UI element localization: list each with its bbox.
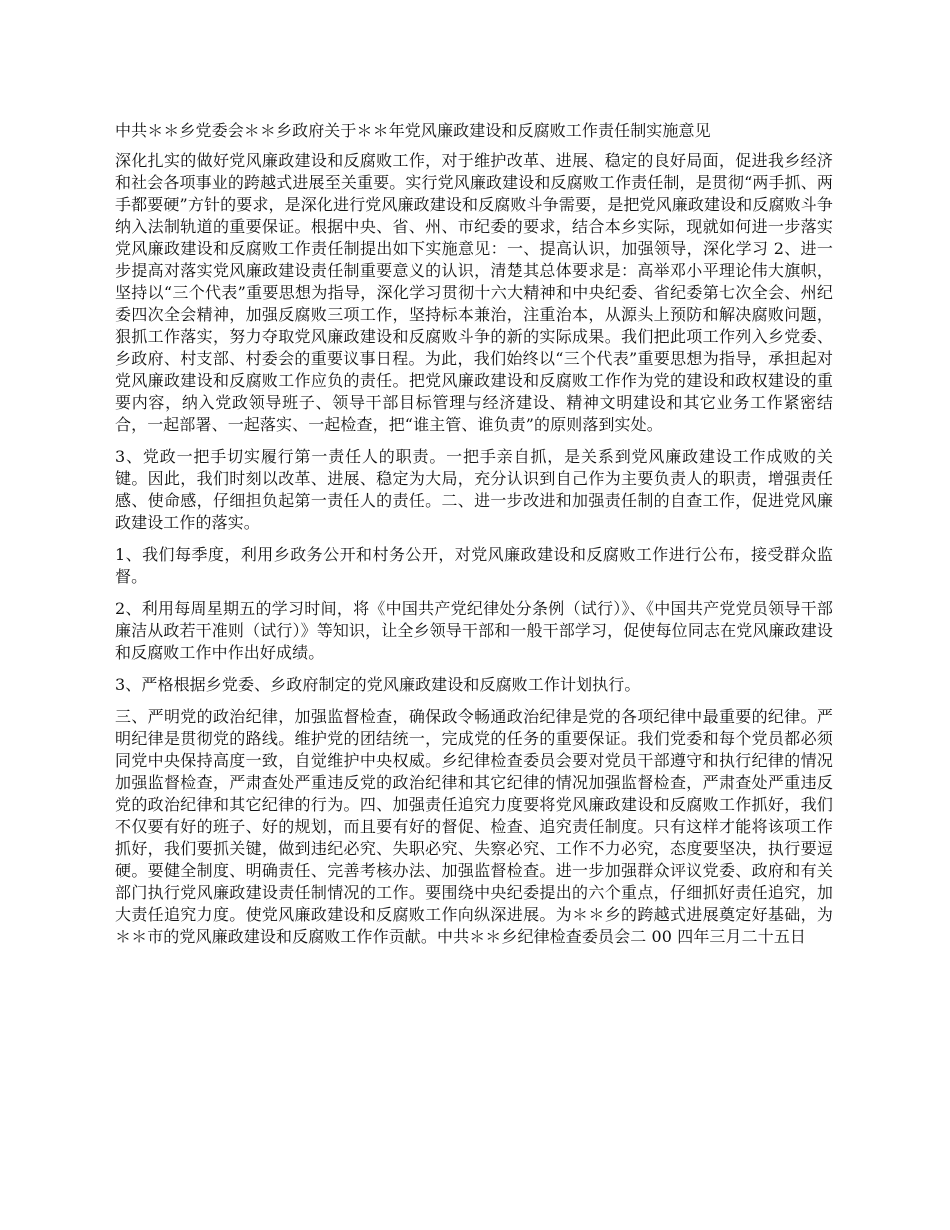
paragraph-plan-execution: 3、严格根据乡党委、乡政府制定的党风廉政建设和反腐败工作计划执行。 (115, 675, 641, 694)
paragraph-quarterly-disclosure: 1、我们每季度，利用乡政务公开和村务公开，对党风廉政建设和反腐败工作进行公布，接受群众监督。 (115, 545, 833, 586)
document-page (115, 120, 833, 958)
paragraph-discipline-accountability: 三、严明党的政治纪律，加强监督检查，确保政令畅通政治纪律是党的各项纪律中最重要的纪律。严明纪律是贯彻党的路线。维护党的团结统一，完成党的任务的重要保证。我们党委和每个党员都必须同党中央保持高度一致，自觉维护中央权威。乡纪律检查委员会要对党员干部遵守和执行纪律的情况加强监督检查，严肃查处严重违反党的政治纪律和其它纪律的情况加强监督检查，严肃查处严重违反党的政治纪律和其它纪律的行为。四、加强责任追究力度要将党风廉政建设和反腐败工作抓好，我们不仅要有好的班子、好的规划，而且要有好的督促、检查、追究责任制度。只有这样才能将该项工作抓好，我们要抓关键，做到违纪必究、失职必究、失察必究、工作不力必究，态度要坚决，执行要逗硬。要健全制度、明确责任、完善考核办法、加强监督检查。进一步加强群众评议党委、政府和有关部门执行党风廉政建设责任制情况的工作。要围绕中央纪委提出的六个重点，仔细抓好责任追究，加大责任追究力度。使党风廉政建设和反腐败工作向纵深进展。为＊＊乡的跨越式进展奠定好基础，为＊＊市的党风廉政建设和反腐败工作作贡献。中共＊＊乡纪律检查委员会二 00 四年三月二十五日 (115, 707, 833, 946)
paragraph-intro: 深化扎实的做好党风廉政建设和反腐败工作，对于维护改革、进展、稳定的良好局面，促进我乡经济和社会各项事业的跨越式进展至关重要。实行党风廉政建设和反腐败工作责任制，是贯彻“两手抓、两手都要硬”方针的要求，是深化进行党风廉政建设和反腐败斗争需要，是把党风廉政建设和反腐败斗争纳入法制轨道的重要保证。根据中央、省、州、市纪委的要求，结合本乡实际，现就如何进一步落实党风廉政建设和反腐败工作责任制提出如下实施意见：一、提高认识，加强领导，深化学习 2、进一步提高对落实党风廉政建设责任制重要意义的认识，清楚其总体要求是：高举邓小平理论伟大旗帜，坚持以“三个代表”重要思想为指导，深化学习贯彻十六大精神和中央纪委、省纪委第七次全会、州纪委四次全会精神，加强反腐败三项工作，坚持标本兼治，注重治本，从源头上预防和解决腐败问题，狠抓工作落实，努力夺取党风廉政建设和反腐败斗争的新的实际成果。我们把此项工作列入乡党委、乡政府、村支部、村委会的重要议事日程。为此，我们始终以“三个代表”重要思想为指导，承担起对党风廉政建设和反腐败工作应负的责任。把党风廉政建设和反腐败工作作为党的建设和政权建设的重要内容，纳入党政领导班子、领导干部目标管理与经济建设、精神文明建设和其它业务工作紧密结合，一起部署、一起落实、一起检查，把“谁主管、谁负责”的原则落到实处。 (115, 151, 833, 434)
document-title: 中共＊＊乡党委会＊＊乡政府关于＊＊年党风廉政建设和反腐败工作责任制实施意见 (115, 121, 711, 140)
paragraph-weekly-study: 2、利用每周星期五的学习时间，将《中国共产党纪律处分条例（试行）》、《中国共产党党员领导干部廉洁从政若干准则（试行）》等知识，让全乡领导干部和一般干部学习，促使每位同志在党风廉政建设和反腐败工作中作出好成绩。 (115, 599, 833, 662)
paragraph-leader-duty: 3、党政一把手切实履行第一责任人的职责。一把手亲自抓，是关系到党风廉政建设工作成败的关键。因此，我们时刻以改革、进展、稳定为大局，充分认识到自己作为主要负责人的职责，增强责任感、使命感，仔细担负起第一责任人的责任。二、进一步改进和加强责任制的自查工作，促进党风廉政建设工作的落实。 (115, 447, 833, 532)
